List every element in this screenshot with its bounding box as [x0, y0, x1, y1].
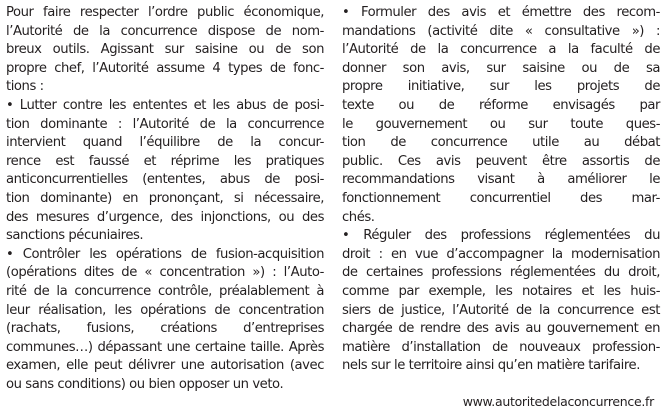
text-line: intervient quand l’équilibre de la concur- [6, 135, 324, 151]
text-line: • Réguler des professions réglementées du [342, 228, 660, 244]
text-line: comme par exemple, les notaires et les huis- [342, 283, 660, 299]
text-line: l’Autorité de la concurrence a la faculté de [342, 42, 660, 58]
text-line: • Formuler des avis et émettre des recom- [342, 5, 660, 20]
text-line: donner son avis, sur saisine ou de sa [342, 60, 660, 76]
text-line: breux outils. Agissant sur saisine ou de son [6, 42, 324, 58]
text-line: communes…) dépassant une certaine taille. Après [6, 339, 324, 355]
text-line: recommandations visant à améliorer le [342, 172, 660, 188]
text-line: leur réalisation, les opérations de concentration [6, 302, 324, 318]
text-line: tion dominante) en prononçant, si nécessaire, [6, 190, 324, 206]
text-line: mandations (activité dite « consultative ») : [342, 23, 660, 39]
text-line: des mesures d’urgence, des injonctions, ou des [6, 209, 324, 225]
text-line: siers de justice, l’Autorité de la concurrence est [342, 302, 660, 318]
text-line: matière d’installation de nouveaux profession- [342, 339, 660, 355]
text-line: (rachats, fusions, créations d’entreprises [6, 321, 324, 337]
text-line: texte ou de réforme envisagés par [342, 97, 660, 113]
text-line: • Contrôler les opérations de fusion-acquisition [6, 246, 324, 262]
text-line: nels sur le territoire ainsi qu’en matière tarifaire. [342, 358, 640, 374]
text-line: tion dominante : l’Autorité de la concurrence [6, 116, 324, 132]
text-line: fonctionnement concurrentiel des mar- [342, 190, 660, 206]
text-line: propre chef, l’Autorité assume 4 types de fonc- [6, 60, 324, 76]
text-line: examen, elle peut délivrer une autorisation (avec [6, 358, 324, 374]
text-line: • Lutter contre les ententes et les abus de posi- [6, 97, 324, 113]
text-line: anticoncurrentielles (ententes, abus de posi- [6, 172, 324, 188]
text-line: droit : en vue d’accompagner la modernisation [342, 246, 660, 262]
right-column [342, 4, 660, 376]
text-line: rité de la concurrence contrôle, préalablement à [6, 283, 324, 299]
text-line: l’Autorité de la concurrence dispose de nom- [6, 23, 324, 39]
left-column [6, 4, 324, 394]
text-line: ou sans conditions) ou bien opposer un veto. [6, 376, 284, 392]
text-line: sanctions pécuniaires. [6, 228, 144, 244]
text-line: chés. [342, 209, 375, 225]
text-line: (opérations dites de « concentration ») : l’Auto- [6, 265, 324, 281]
text-line: public. Ces avis peuvent être assortis de [342, 153, 660, 169]
text-line: propre initiative, sur les projets de [342, 79, 660, 95]
text-line: de certaines professions réglementées du droit, [342, 265, 660, 281]
source-url[interactable]: www.autoritedelaconcurrence.fr [462, 394, 654, 409]
text-line: chargée de rendre des avis au gouvernement en [342, 321, 660, 337]
text-line: tions : [6, 79, 44, 95]
text-line: rence est faussé et réprime les pratiques [6, 153, 324, 169]
text-line: tion de concurrence utile au débat [342, 135, 660, 151]
text-line: Pour faire respecter l’ordre public économique, [6, 5, 324, 20]
document-page [6, 4, 658, 412]
text-line: le gouvernement ou sur toute ques- [342, 116, 660, 132]
